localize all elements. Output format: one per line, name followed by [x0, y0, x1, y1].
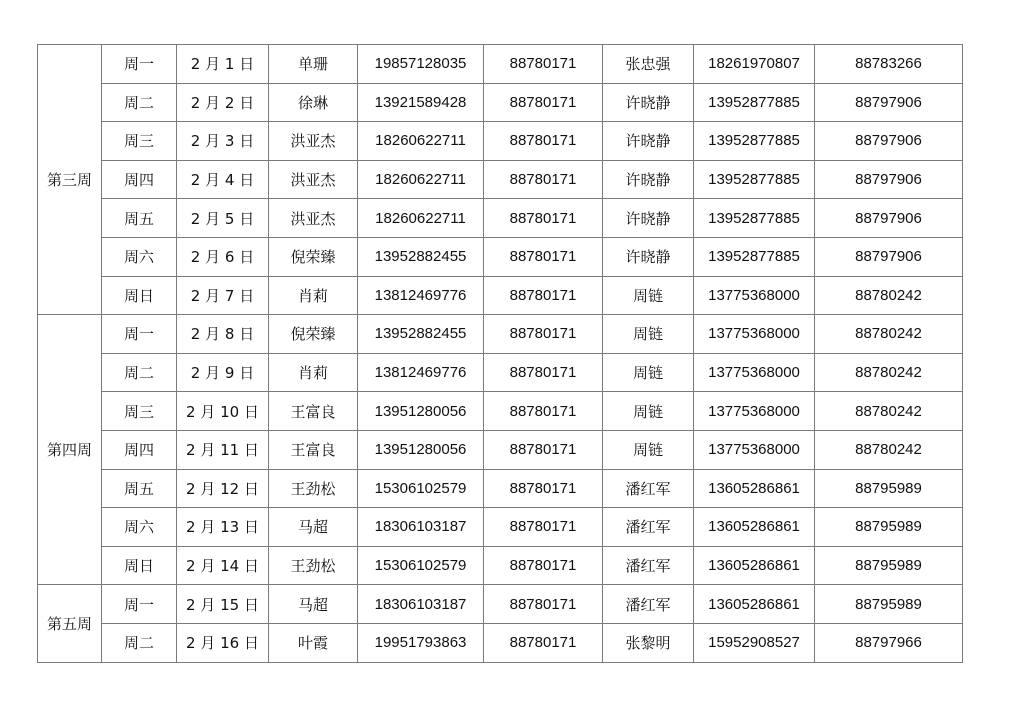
- date-cell: 2 月 14 日: [177, 546, 269, 585]
- duty-leader-mobile: 13605286861: [694, 469, 815, 508]
- duty-office-phone: 88780171: [484, 160, 603, 199]
- duty-officer-name: 洪亚杰: [269, 199, 358, 238]
- duty-officer-name: 马超: [269, 585, 358, 624]
- duty-officer-mobile: 18306103187: [358, 508, 484, 547]
- duty-officer-mobile: 18260622711: [358, 122, 484, 161]
- duty-leader-name: 许晓静: [603, 83, 694, 122]
- date-cell: 2 月 1 日: [177, 45, 269, 84]
- duty-leader-name: 张黎明: [603, 623, 694, 662]
- duty-leader-mobile: 13775368000: [694, 353, 815, 392]
- day-cell: 周三: [102, 392, 177, 431]
- day-cell: 周一: [102, 315, 177, 354]
- duty-officer-name: 徐琳: [269, 83, 358, 122]
- duty-leader-mobile: 18261970807: [694, 45, 815, 84]
- duty-office-phone: 88780171: [484, 122, 603, 161]
- table-row: [38, 45, 963, 84]
- duty-officer-mobile: 13952882455: [358, 237, 484, 276]
- duty-leader-name: 周链: [603, 430, 694, 469]
- date-cell: 2 月 8 日: [177, 315, 269, 354]
- table-row: [38, 623, 963, 662]
- duty-leader-name: 许晓静: [603, 160, 694, 199]
- duty-leader-phone: 88780242: [815, 430, 963, 469]
- duty-officer-mobile: 18260622711: [358, 199, 484, 238]
- duty-leader-mobile: 13605286861: [694, 546, 815, 585]
- table-row: [38, 469, 963, 508]
- duty-officer-name: 洪亚杰: [269, 122, 358, 161]
- duty-leader-phone: 88797906: [815, 199, 963, 238]
- duty-officer-name: 王劲松: [269, 469, 358, 508]
- date-cell: 2 月 13 日: [177, 508, 269, 547]
- duty-office-phone: 88780171: [484, 199, 603, 238]
- duty-leader-name: 周链: [603, 315, 694, 354]
- duty-officer-name: 洪亚杰: [269, 160, 358, 199]
- duty-officer-mobile: 13812469776: [358, 353, 484, 392]
- day-cell: 周四: [102, 430, 177, 469]
- duty-officer-name: 倪荣臻: [269, 237, 358, 276]
- duty-officer-mobile: 19857128035: [358, 45, 484, 84]
- day-cell: 周二: [102, 623, 177, 662]
- duty-office-phone: 88780171: [484, 546, 603, 585]
- duty-leader-mobile: 13605286861: [694, 508, 815, 547]
- table-row: [38, 160, 963, 199]
- duty-leader-phone: 88795989: [815, 546, 963, 585]
- duty-leader-phone: 88797906: [815, 237, 963, 276]
- table-row: [38, 508, 963, 547]
- table-row: [38, 276, 963, 315]
- table-row: [38, 353, 963, 392]
- date-cell: 2 月 12 日: [177, 469, 269, 508]
- duty-office-phone: 88780171: [484, 469, 603, 508]
- duty-leader-name: 潘红军: [603, 546, 694, 585]
- duty-officer-mobile: 13952882455: [358, 315, 484, 354]
- duty-leader-name: 周链: [603, 276, 694, 315]
- date-cell: 2 月 6 日: [177, 237, 269, 276]
- date-cell: 2 月 5 日: [177, 199, 269, 238]
- duty-leader-phone: 88780242: [815, 392, 963, 431]
- duty-leader-name: 许晓静: [603, 237, 694, 276]
- day-cell: 周日: [102, 546, 177, 585]
- day-cell: 周日: [102, 276, 177, 315]
- date-cell: 2 月 10 日: [177, 392, 269, 431]
- day-cell: 周三: [102, 122, 177, 161]
- date-cell: 2 月 16 日: [177, 623, 269, 662]
- table-row: [38, 199, 963, 238]
- duty-officer-name: 叶霞: [269, 623, 358, 662]
- day-cell: 周四: [102, 160, 177, 199]
- duty-leader-name: 周链: [603, 392, 694, 431]
- duty-officer-name: 王劲松: [269, 546, 358, 585]
- duty-leader-mobile: 13952877885: [694, 83, 815, 122]
- duty-leader-phone: 88780242: [815, 353, 963, 392]
- week-label: 第五周: [38, 585, 102, 662]
- duty-office-phone: 88780171: [484, 430, 603, 469]
- date-cell: 2 月 9 日: [177, 353, 269, 392]
- duty-office-phone: 88780171: [484, 623, 603, 662]
- duty-office-phone: 88780171: [484, 45, 603, 84]
- duty-officer-name: 肖莉: [269, 276, 358, 315]
- duty-leader-phone: 88797906: [815, 122, 963, 161]
- duty-leader-phone: 88795989: [815, 469, 963, 508]
- table-row: [38, 392, 963, 431]
- duty-officer-name: 倪荣臻: [269, 315, 358, 354]
- duty-leader-name: 潘红军: [603, 585, 694, 624]
- roster-body: [38, 45, 963, 663]
- table-row: [38, 83, 963, 122]
- table-row: [38, 585, 963, 624]
- duty-leader-phone: 88780242: [815, 276, 963, 315]
- duty-officer-name: 马超: [269, 508, 358, 547]
- duty-leader-mobile: 13775368000: [694, 392, 815, 431]
- duty-officer-name: 王富良: [269, 430, 358, 469]
- duty-roster-table: [37, 44, 963, 663]
- duty-leader-phone: 88795989: [815, 585, 963, 624]
- duty-officer-mobile: 18306103187: [358, 585, 484, 624]
- day-cell: 周二: [102, 353, 177, 392]
- duty-leader-mobile: 13952877885: [694, 237, 815, 276]
- duty-office-phone: 88780171: [484, 276, 603, 315]
- duty-officer-name: 王富良: [269, 392, 358, 431]
- day-cell: 周六: [102, 508, 177, 547]
- duty-officer-name: 单珊: [269, 45, 358, 84]
- duty-officer-mobile: 15306102579: [358, 546, 484, 585]
- duty-leader-phone: 88783266: [815, 45, 963, 84]
- table-row: [38, 315, 963, 354]
- date-cell: 2 月 11 日: [177, 430, 269, 469]
- duty-office-phone: 88780171: [484, 508, 603, 547]
- duty-leader-name: 许晓静: [603, 122, 694, 161]
- duty-leader-name: 周链: [603, 353, 694, 392]
- duty-leader-name: 潘红军: [603, 469, 694, 508]
- duty-leader-phone: 88795989: [815, 508, 963, 547]
- duty-leader-mobile: 13605286861: [694, 585, 815, 624]
- day-cell: 周一: [102, 45, 177, 84]
- duty-office-phone: 88780171: [484, 585, 603, 624]
- duty-leader-name: 潘红军: [603, 508, 694, 547]
- date-cell: 2 月 2 日: [177, 83, 269, 122]
- duty-officer-mobile: 13812469776: [358, 276, 484, 315]
- table-row: [38, 546, 963, 585]
- day-cell: 周五: [102, 199, 177, 238]
- duty-officer-name: 肖莉: [269, 353, 358, 392]
- date-cell: 2 月 4 日: [177, 160, 269, 199]
- duty-officer-mobile: 18260622711: [358, 160, 484, 199]
- duty-leader-mobile: 13952877885: [694, 199, 815, 238]
- duty-office-phone: 88780171: [484, 237, 603, 276]
- duty-leader-phone: 88780242: [815, 315, 963, 354]
- duty-officer-mobile: 13951280056: [358, 392, 484, 431]
- duty-officer-mobile: 19951793863: [358, 623, 484, 662]
- table-row: [38, 237, 963, 276]
- duty-officer-mobile: 13921589428: [358, 83, 484, 122]
- week-label: 第四周: [38, 315, 102, 585]
- table-row: [38, 122, 963, 161]
- duty-leader-phone: 88797906: [815, 83, 963, 122]
- duty-leader-mobile: 15952908527: [694, 623, 815, 662]
- day-cell: 周一: [102, 585, 177, 624]
- table-row: [38, 430, 963, 469]
- duty-leader-phone: 88797906: [815, 160, 963, 199]
- date-cell: 2 月 15 日: [177, 585, 269, 624]
- day-cell: 周五: [102, 469, 177, 508]
- duty-officer-mobile: 13951280056: [358, 430, 484, 469]
- day-cell: 周六: [102, 237, 177, 276]
- duty-office-phone: 88780171: [484, 353, 603, 392]
- duty-leader-mobile: 13775368000: [694, 315, 815, 354]
- duty-leader-phone: 88797966: [815, 623, 963, 662]
- duty-office-phone: 88780171: [484, 392, 603, 431]
- duty-leader-mobile: 13775368000: [694, 276, 815, 315]
- duty-leader-name: 许晓静: [603, 199, 694, 238]
- duty-leader-mobile: 13952877885: [694, 122, 815, 161]
- week-label: 第三周: [38, 45, 102, 315]
- duty-leader-mobile: 13775368000: [694, 430, 815, 469]
- duty-leader-name: 张忠强: [603, 45, 694, 84]
- duty-office-phone: 88780171: [484, 315, 603, 354]
- date-cell: 2 月 7 日: [177, 276, 269, 315]
- duty-office-phone: 88780171: [484, 83, 603, 122]
- date-cell: 2 月 3 日: [177, 122, 269, 161]
- duty-officer-mobile: 15306102579: [358, 469, 484, 508]
- day-cell: 周二: [102, 83, 177, 122]
- duty-leader-mobile: 13952877885: [694, 160, 815, 199]
